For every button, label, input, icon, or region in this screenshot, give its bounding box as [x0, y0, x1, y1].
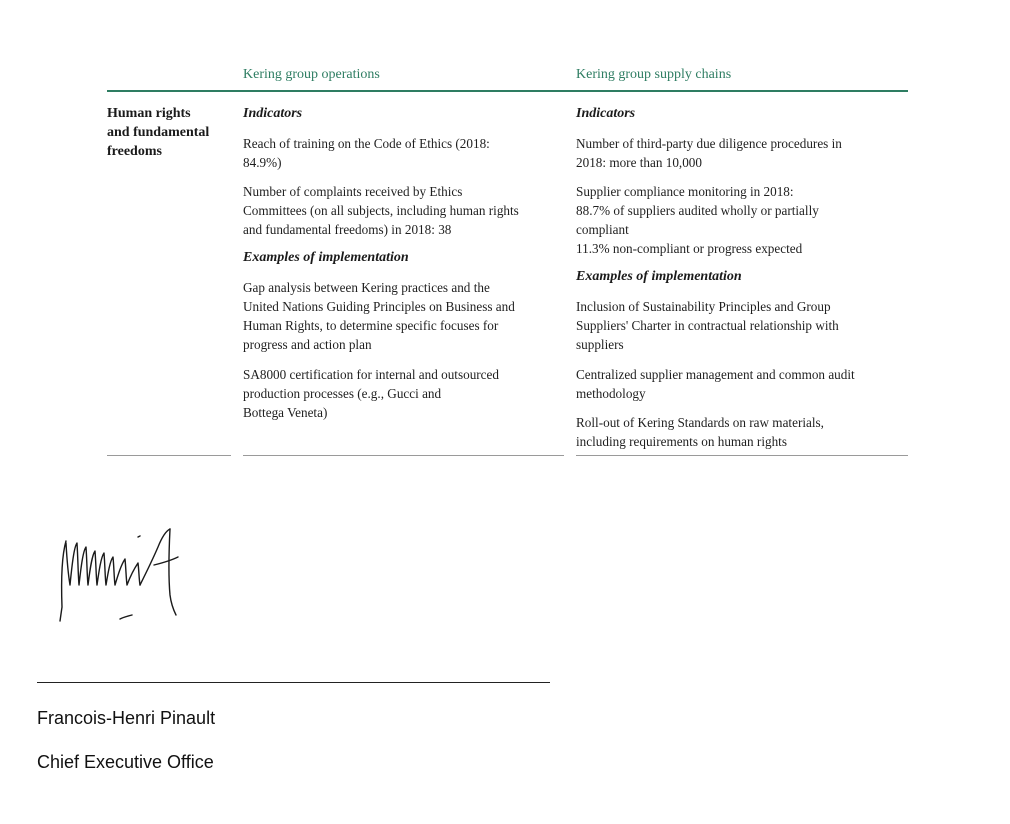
bottom-rule-operations	[243, 455, 564, 456]
bottom-rule-row-header	[107, 455, 231, 456]
column-header-operations: Kering group operations	[243, 67, 380, 82]
supply-examples-heading: Examples of implementation	[576, 269, 742, 284]
operations-indicator-training: Reach of training on the Code of Ethics (2018: 84.9%)	[243, 136, 490, 170]
signature-line	[37, 682, 550, 683]
supply-indicators-heading: Indicators	[576, 106, 636, 121]
column-header-supply-chains: Kering group supply chains	[576, 67, 732, 82]
operations-indicator-complaints: Number of complaints received by Ethics Committees (on all subjects, including human rights and fundamental freedoms) in 2018: 38	[243, 184, 519, 237]
supply-indicator-compliance: Supplier compliance monitoring in 2018: 88.7% of suppliers audited wholly or partially compliant 11.3% non-compliant or progress expected	[576, 184, 819, 256]
operations-example-gap-analysis: Gap analysis between Kering practices and the United Nations Guiding Principles on Business and Human Rights, to determine specific focuses for progress and action plan	[243, 280, 515, 352]
signatory-name: Francois-Henri Pinault	[37, 708, 216, 728]
operations-example-sa8000: SA8000 certification for internal and outsourced production processes (e.g., Gucci and Bottega Veneta)	[243, 367, 499, 420]
operations-examples-heading: Examples of implementation	[243, 250, 409, 265]
header-rule	[107, 90, 908, 92]
supply-indicator-due-diligence: Number of third-party due diligence procedures in 2018: more than 10,000	[576, 136, 842, 170]
bottom-rule-supply-chains	[576, 455, 908, 456]
row-header-human-rights: Human rights and fundamental freedoms	[107, 106, 210, 159]
supply-example-centralized: Centralized supplier management and common audit methodology	[576, 367, 855, 401]
handwritten-signature	[52, 525, 202, 625]
operations-indicators-heading: Indicators	[243, 106, 303, 121]
supply-example-standards: Roll-out of Kering Standards on raw materials, including requirements on human rights	[576, 415, 824, 449]
signatory-title: Chief Executive Office	[37, 752, 214, 772]
supply-example-charter: Inclusion of Sustainability Principles and Group Suppliers' Charter in contractual relationship with suppliers	[576, 299, 839, 352]
